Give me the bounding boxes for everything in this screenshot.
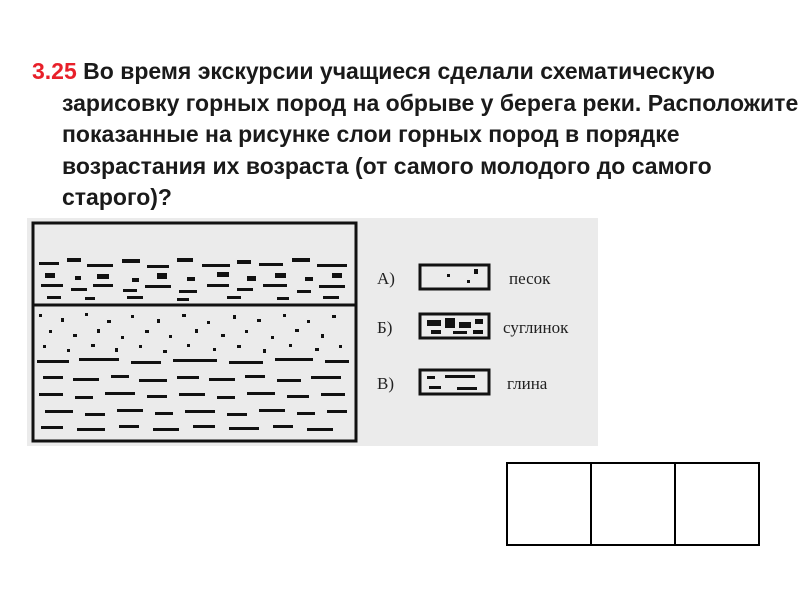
outcrop-outline (33, 223, 356, 441)
rock-layers-figure (27, 218, 598, 446)
answer-cell-3[interactable] (676, 464, 758, 544)
layer-top-loam (39, 258, 347, 301)
question-text (32, 56, 800, 214)
legend-swatch-loam (420, 314, 489, 338)
legend-name-sand: песок (509, 269, 551, 288)
legend-name-clay: глина (507, 374, 548, 393)
legend-swatch-sand (420, 265, 489, 289)
answer-table (506, 462, 760, 546)
answer-cell-2[interactable] (592, 464, 676, 544)
answer-cell-1[interactable] (508, 464, 592, 544)
legend-letter-b: Б) (377, 318, 393, 337)
legend-swatch-clay (420, 370, 489, 394)
question-number: 3.25 (32, 58, 77, 84)
layer-bottom-clay (37, 358, 349, 431)
legend-letter-v: В) (377, 374, 394, 393)
legend-name-loam: суглинок (503, 318, 569, 337)
layer-middle-sand (39, 313, 342, 353)
question-body: Во время экскурсии учащиеся сделали схематическую зарисовку горных пород на обрыве у берега реки. Расположите показанные на рисунке слои горных пород в порядке возрастания их возраста (от самого молодого до самого старого)? (62, 58, 799, 210)
legend-letter-a: А) (377, 269, 395, 288)
